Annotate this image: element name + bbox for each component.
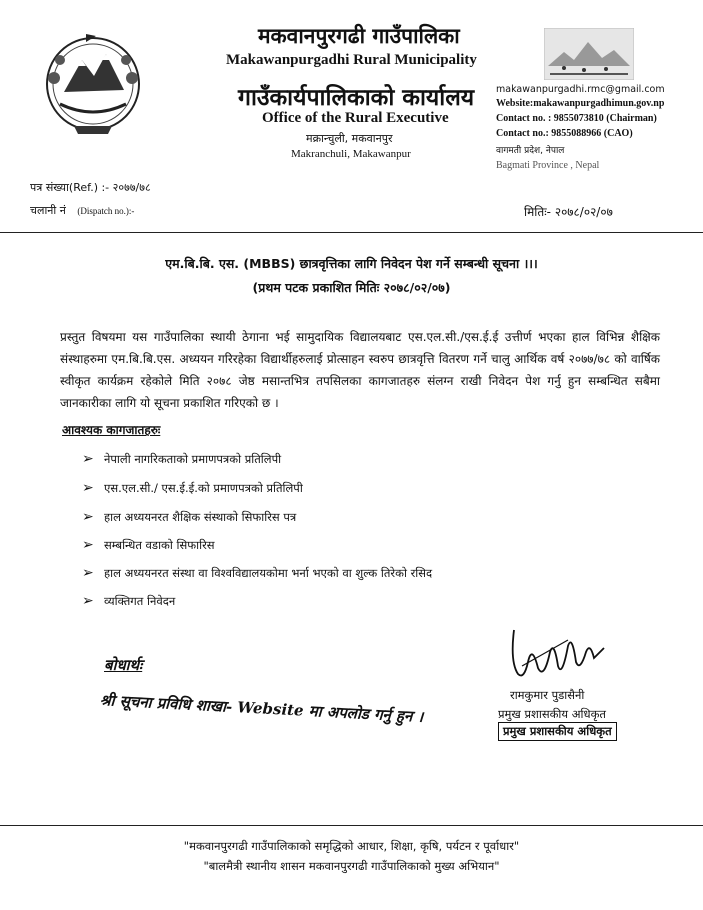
contact-cao: Contact no.: 9855088966 (CAO)	[496, 128, 633, 139]
signature-icon	[508, 622, 610, 682]
bodharth-label: बोधार्थः	[104, 656, 143, 674]
official-stamp: प्रमुख प्रशासकीय अधिकृत	[498, 722, 617, 741]
footer-slogan-2: "बालमैत्री स्थानीय शासन मकवानपुरगढी गाउँपालिकाको मुख्य अभियान"	[203, 859, 500, 873]
province-np: वागमती प्रदेश, नेपाल	[496, 146, 565, 156]
signatory-title: प्रमुख प्रशासकीय अधिकृत	[498, 707, 606, 721]
requirement-text: हाल अध्ययनरत शैक्षिक संस्थाको सिफारिस पत्र	[104, 509, 297, 524]
requirement-text: हाल अध्ययनरत संस्था वा विश्वविद्यालयकोमा भर्ना भएको वा शुल्क तिरेको रसिद	[104, 565, 433, 580]
dispatch-label: चलानी नं	[30, 204, 66, 217]
list-item	[82, 509, 296, 525]
website-text: Website:makawanpurgadhimun.gov.np	[496, 98, 665, 109]
list-item	[82, 537, 215, 553]
province-en: Bagmati Province , Nepal	[496, 160, 600, 171]
arrow-bullet-icon: ➢	[82, 509, 94, 525]
requirement-text: सम्बन्धित वडाको सिफारिस	[104, 537, 215, 552]
requirement-text: व्यक्तिगत निवेदन	[104, 593, 176, 608]
list-item	[82, 451, 281, 467]
signatory-name: रामकुमार पुडासैनी	[510, 688, 585, 702]
docs-heading: आवश्यक कागजातहरुः	[62, 423, 161, 437]
date-value: २०७८/०२/०७	[554, 205, 613, 219]
dispatch-en: (Dispatch no.):-	[77, 206, 135, 216]
nepal-emblem-icon	[34, 20, 152, 142]
location-np: मक्रान्चुली, मकवानपुर	[306, 132, 393, 145]
contact-chairman: Contact no. : 9855073810 (Chairman)	[496, 113, 657, 124]
arrow-bullet-icon: ➢	[82, 565, 94, 581]
footer-slogan-1: "मकवानपुरगढी गाउँपालिकाको समृद्धिको आधार, शिक्षा, कृषि, पर्यटन र पूर्वाधार"	[183, 839, 520, 853]
footer-divider	[0, 825, 703, 826]
list-item	[82, 480, 303, 496]
bodharth-line: श्री सूचना प्रविधि शाखा- Website मा अपलोड गर्नु हुन ।	[99, 691, 424, 726]
municipality-name-np: मकवानपुरगढी गाउँपालिका	[258, 24, 460, 48]
ref-line	[30, 180, 151, 195]
notice-subject: एम.बि.बि. एस. (MBBS) छात्रवृत्तिका लागि निवेदन पेश गर्ने सम्बन्धी सूचना ।।।	[165, 256, 538, 271]
municipality-name-en: Makawanpurgadhi Rural Municipality	[226, 52, 477, 68]
notice-published-date: (प्रथम पटक प्रकाशित मितिः २०७८/०२/०७)	[252, 280, 451, 295]
office-name-en: Office of the Rural Executive	[262, 110, 449, 126]
ref-value: २०७७/७८	[112, 181, 151, 194]
arrow-bullet-icon: ➢	[82, 480, 94, 496]
requirement-text: नेपाली नागरिकताको प्रमाणपत्रको प्रतिलिपी	[104, 451, 282, 466]
arrow-bullet-icon: ➢	[82, 593, 94, 609]
dispatch-line	[30, 203, 134, 218]
ref-label: पत्र संख्या(Ref.) :-	[30, 181, 110, 194]
municipality-logo-icon	[544, 28, 634, 80]
requirement-text: एस.एल.सी./ एस.ई.ई.को प्रमाणपत्रको प्रतिलिपी	[104, 480, 303, 495]
date-line	[524, 203, 613, 220]
notice-body: प्रस्तुत विषयमा यस गाउँपालिका स्थायी ठेगाना भई सामुदायिक विद्यालयबाट एस.एल.सी./एस.ई.ई उत्तीर्ण भएका हाल विभिन्न शैक्षिक संस्थाहरुमा एम.बि.बि.एस. अध्ययन गरिरहेका विद्यार्थीहरुलाई प्रोत्साहन स्वरुप छात्रवृत्ति वितरण गर्ने चालु आर्थिक वर्ष २०७७/७८ को वार्षिक स्वीकृत कार्यक्रम रहेकोले मिति २०७८ जेष्ठ मसान्तभित्र तपसिलका कागजातहरु संलग्न राखी निवेदन पेश गर्नु हुन सम्बन्धित सबैमा जानकारीका लागि यो सूचना प्रकाशित गरिएको छ ।	[60, 330, 660, 410]
email-text: makawanpurgadhi.rmc@gmail.com	[496, 84, 665, 95]
office-name-np: गाउँकार्यपालिकाको कार्यालय	[238, 85, 475, 111]
header-divider	[0, 232, 703, 233]
list-item	[82, 593, 175, 609]
date-label: मितिः-	[524, 205, 551, 219]
location-en: Makranchuli, Makawanpur	[291, 148, 411, 160]
list-item	[82, 565, 432, 581]
arrow-bullet-icon: ➢	[82, 451, 94, 467]
arrow-bullet-icon: ➢	[82, 537, 94, 553]
